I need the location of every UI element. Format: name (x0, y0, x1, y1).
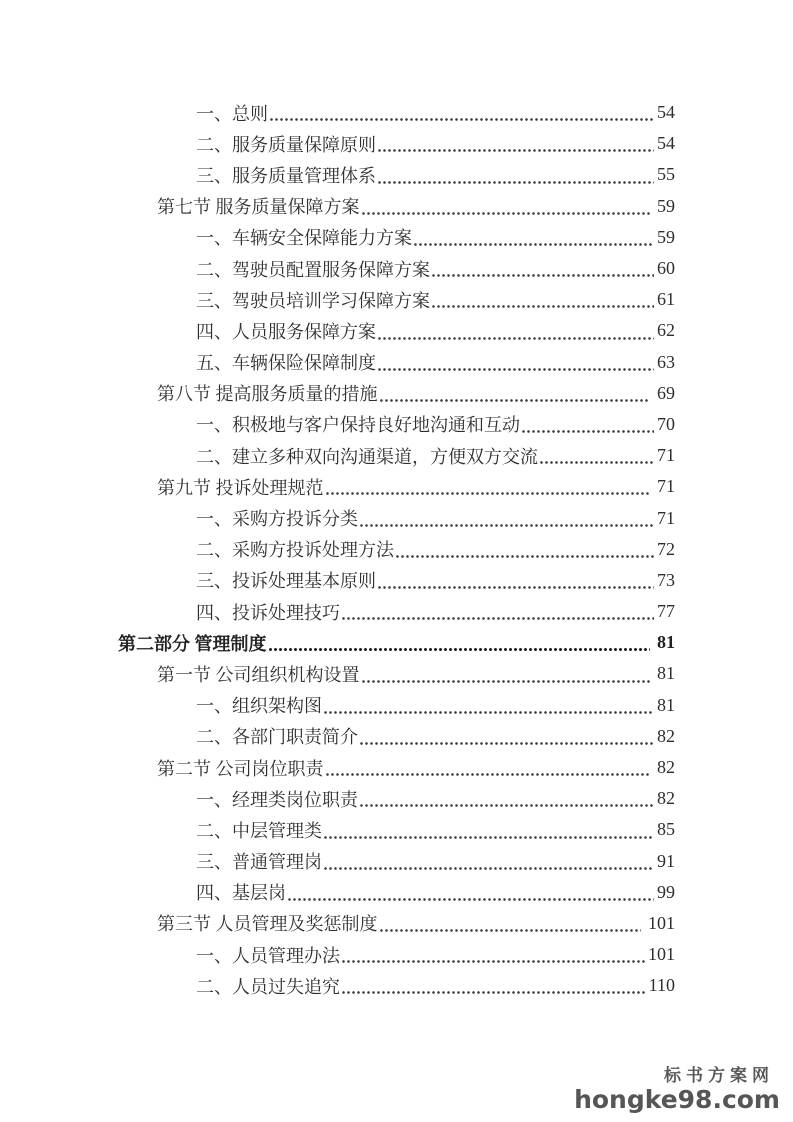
dotted-leader (326, 492, 651, 495)
dotted-leader (362, 212, 651, 215)
dotted-leader (324, 867, 654, 870)
toc-entry-label: 一、经理类岗位职责 (196, 789, 358, 810)
toc-entry[interactable] (118, 814, 675, 845)
toc-entry-label: 三、投诉处理基本原则 (196, 571, 376, 592)
toc-entry-page: 55 (657, 164, 675, 185)
toc-entry[interactable] (118, 315, 675, 346)
toc-entry-label: 第八节 提高服务质量的措施 (157, 384, 378, 405)
toc-entry-label: 二、驾驶员配置服务保障方案 (196, 259, 430, 280)
toc-entry[interactable] (118, 347, 675, 378)
dotted-leader (522, 430, 654, 433)
toc-entry-label: 三、驾驶员培训学习保障方案 (196, 290, 430, 311)
toc-entry-label: 三、普通管理岗 (196, 852, 322, 873)
toc-entry-label: 一、车辆安全保障能力方案 (196, 228, 412, 249)
toc-entry-label: 二、采购方投诉处理方法 (196, 540, 394, 561)
toc-entry-page: 81 (657, 694, 675, 715)
toc-entry-page: 82 (657, 725, 675, 746)
toc-entry-page: 77 (657, 601, 675, 622)
toc-entry[interactable] (118, 721, 675, 752)
toc-entry-label: 第二节 公司岗位职责 (157, 758, 324, 779)
toc-entry-label: 第九节 投诉处理规范 (157, 477, 324, 498)
watermark-site-url: hongke98.com (574, 1085, 780, 1114)
toc-entry[interactable] (118, 97, 675, 128)
toc-entry[interactable] (118, 409, 675, 440)
toc-entry[interactable] (118, 128, 675, 159)
toc-entry-page: 70 (657, 413, 675, 434)
toc-entry-label: 一、人员管理办法 (196, 945, 340, 966)
toc-entry[interactable] (118, 690, 675, 721)
toc-entry[interactable] (118, 471, 675, 502)
toc-entry-label: 二、中层管理类 (196, 820, 322, 841)
toc-entry[interactable] (118, 627, 675, 658)
table-of-contents (118, 97, 675, 1001)
toc-entry[interactable] (118, 440, 675, 471)
toc-entry-label: 一、总则 (196, 103, 268, 124)
dotted-leader (324, 836, 654, 839)
toc-entry-label: 二、人员过失追究 (196, 976, 340, 997)
toc-entry-page: 82 (657, 788, 675, 809)
dotted-leader (432, 274, 654, 277)
toc-entry-page: 59 (657, 226, 675, 247)
toc-entry[interactable] (118, 378, 675, 409)
toc-entry-page: 62 (657, 320, 675, 341)
dotted-leader (360, 524, 654, 527)
toc-entry-label: 五、车辆保险保障制度 (196, 353, 376, 374)
toc-entry-page: 73 (657, 569, 675, 590)
toc-entry-label: 四、人员服务保障方案 (196, 321, 376, 342)
toc-entry-page: 71 (657, 445, 675, 466)
toc-entry-label: 二、各部门职责简介 (196, 727, 358, 748)
dotted-leader (324, 711, 654, 714)
toc-entry-label: 第七节 服务质量保障方案 (157, 197, 360, 218)
toc-entry[interactable] (118, 253, 675, 284)
toc-entry-label: 四、基层岗 (196, 883, 286, 904)
dotted-leader (414, 243, 654, 246)
toc-entry-page: 91 (657, 850, 675, 871)
toc-entry-label: 四、投诉处理技巧 (196, 602, 340, 623)
dotted-leader (378, 337, 654, 340)
toc-entry[interactable] (118, 939, 675, 970)
toc-entry[interactable] (118, 565, 675, 596)
toc-entry[interactable] (118, 596, 675, 627)
toc-entry-page: 101 (648, 912, 675, 933)
toc-entry-label: 三、服务质量管理体系 (196, 165, 376, 186)
toc-entry[interactable] (118, 284, 675, 315)
toc-entry-page: 71 (657, 476, 675, 497)
toc-entry-label: 二、服务质量保障原则 (196, 134, 376, 155)
dotted-leader (362, 680, 651, 683)
toc-entry[interactable] (118, 658, 675, 689)
toc-entry-page: 72 (657, 538, 675, 559)
toc-entry-page: 63 (657, 351, 675, 372)
dotted-leader (270, 118, 654, 121)
dotted-leader (326, 773, 651, 776)
toc-entry-page: 54 (657, 133, 675, 154)
toc-entry-label: 一、采购方投诉分类 (196, 509, 358, 530)
toc-entry-label: 第三节 人员管理及奖惩制度 (157, 914, 378, 935)
dotted-leader (396, 555, 654, 558)
dotted-leader (269, 648, 651, 651)
toc-entry-page: 101 (648, 944, 675, 965)
toc-entry[interactable] (118, 502, 675, 533)
dotted-leader (342, 991, 646, 994)
toc-entry-page: 81 (657, 663, 675, 684)
dotted-leader (378, 149, 654, 152)
toc-entry-page: 71 (657, 507, 675, 528)
toc-entry-page: 81 (657, 632, 675, 653)
toc-entry[interactable] (118, 191, 675, 222)
toc-entry-page: 59 (657, 195, 675, 216)
toc-entry-label: 一、积极地与客户保持良好地沟通和互动 (196, 415, 520, 436)
toc-entry-label: 第一节 公司组织机构设置 (157, 664, 360, 685)
toc-entry[interactable] (118, 877, 675, 908)
toc-entry-page: 82 (657, 757, 675, 778)
watermark (574, 1068, 780, 1112)
toc-entry[interactable] (118, 752, 675, 783)
toc-entry-page: 99 (657, 881, 675, 902)
dotted-leader (378, 368, 654, 371)
toc-entry-page: 69 (657, 382, 675, 403)
dotted-leader (342, 617, 654, 620)
toc-entry-label: 第二部分 管理制度 (118, 633, 267, 654)
toc-entry-page: 61 (657, 289, 675, 310)
toc-entry[interactable] (118, 222, 675, 253)
toc-entry-page: 85 (657, 819, 675, 840)
toc-entry[interactable] (118, 846, 675, 877)
dotted-leader (378, 181, 654, 184)
watermark-site-name: 标书方案网 (664, 1066, 774, 1086)
toc-entry-page: 60 (657, 258, 675, 279)
toc-entry-page: 110 (648, 975, 675, 996)
dotted-leader (360, 804, 654, 807)
toc-entry[interactable] (118, 159, 675, 190)
dotted-leader (342, 960, 645, 963)
dotted-leader (378, 586, 654, 589)
toc-entry[interactable] (118, 783, 675, 814)
dotted-leader (380, 929, 642, 932)
dotted-leader (380, 399, 651, 402)
toc-entry-label: 二、建立多种双向沟通渠道，方便双方交流 (196, 446, 538, 467)
toc-entry-page: 54 (657, 102, 675, 123)
dotted-leader (540, 461, 654, 464)
toc-entry[interactable] (118, 534, 675, 565)
dotted-leader (360, 742, 654, 745)
toc-entry-label: 一、组织架构图 (196, 696, 322, 717)
dotted-leader (288, 898, 654, 901)
dotted-leader (432, 305, 654, 308)
toc-entry[interactable] (118, 970, 675, 1001)
toc-entry[interactable] (118, 908, 675, 939)
